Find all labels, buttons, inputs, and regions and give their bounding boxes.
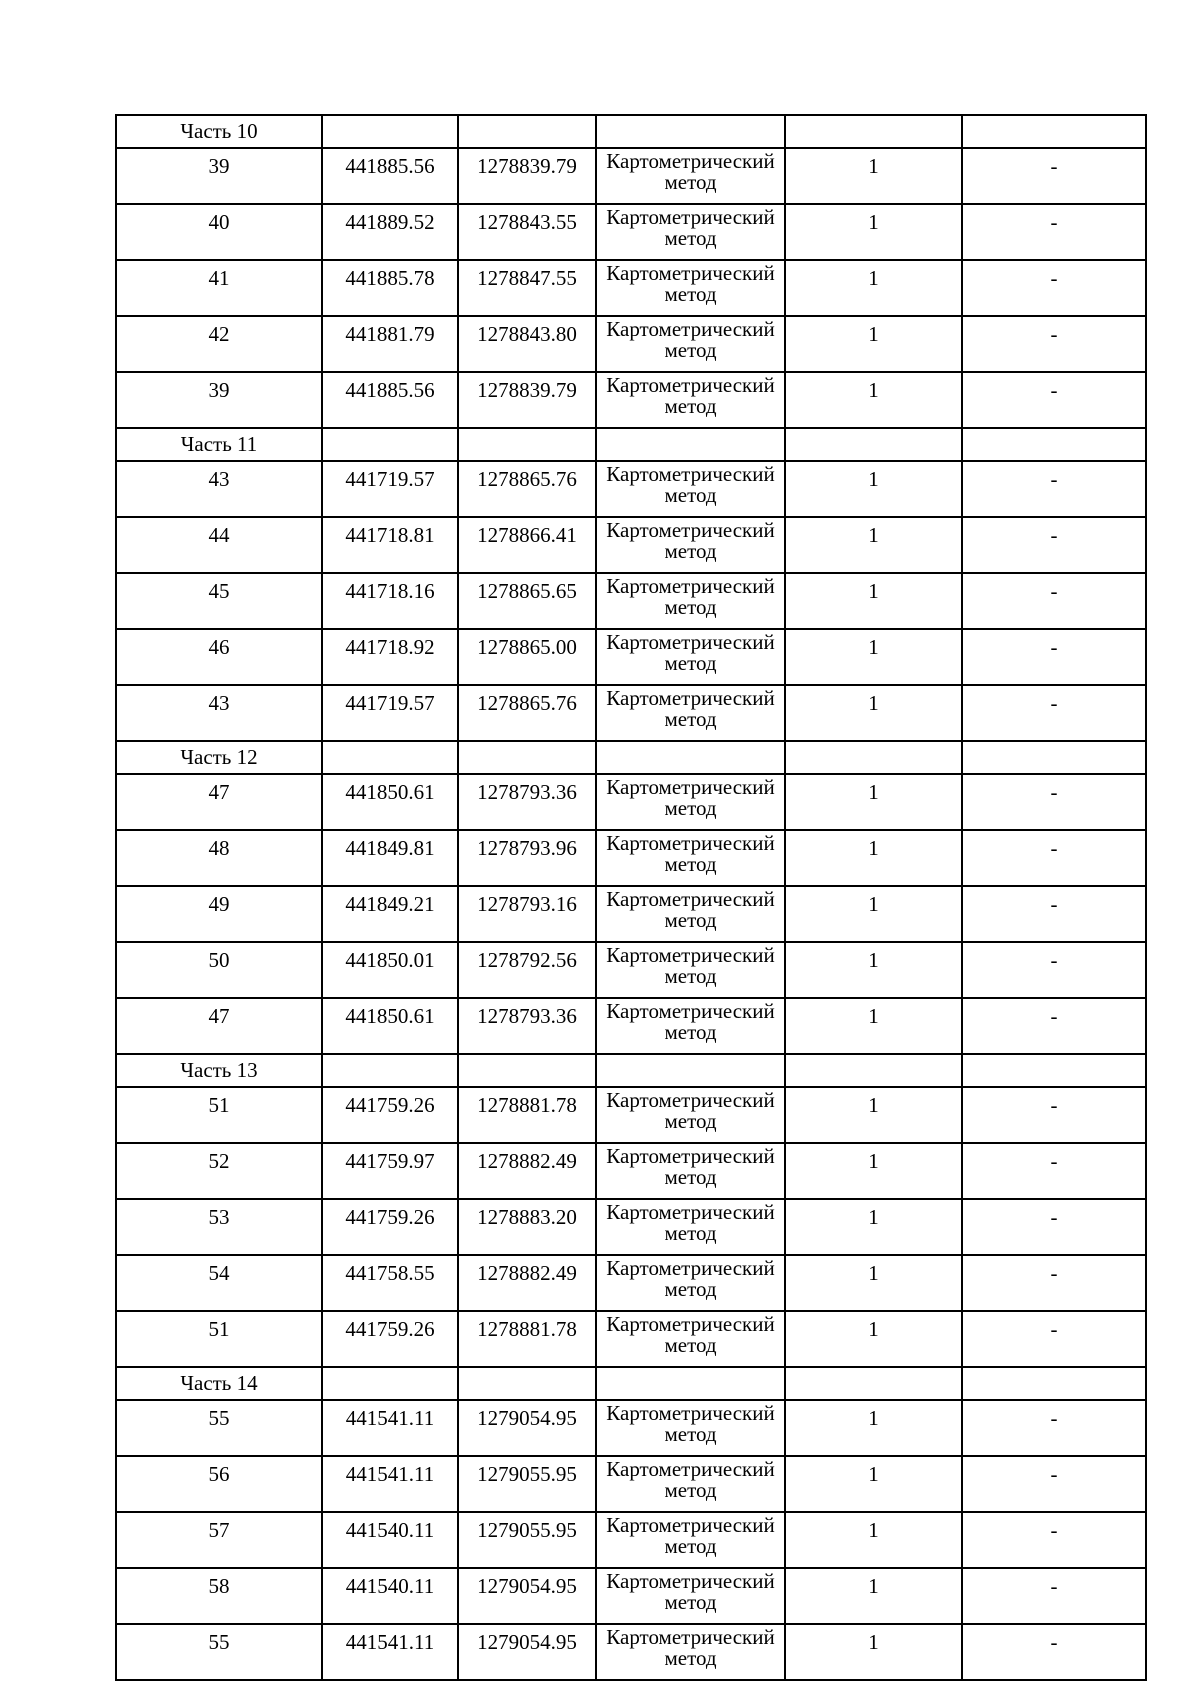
- empty-cell: [962, 428, 1146, 461]
- accuracy-cell: 1: [785, 204, 962, 260]
- method-line-2: метод: [664, 1645, 717, 1670]
- method-line-1: Картометрический: [606, 1144, 775, 1168]
- point-number-cell: 51: [116, 1087, 322, 1143]
- description-cell: -: [962, 1311, 1146, 1367]
- description-cell: -: [962, 517, 1146, 573]
- point-number-cell: 56: [116, 1456, 322, 1512]
- method-line-1: Картометрический: [606, 205, 775, 229]
- table-row: [116, 1199, 1146, 1255]
- method-cell: [596, 998, 785, 1054]
- method-line-1: Картометрический: [606, 943, 775, 967]
- x-coordinate-cell: 441718.16: [322, 573, 458, 629]
- method-line-2: метод: [664, 1421, 717, 1446]
- y-coordinate-cell: 1279055.95: [458, 1456, 596, 1512]
- section-title: Часть 13: [116, 1054, 322, 1087]
- accuracy-cell: 1: [785, 1624, 962, 1680]
- method-cell: [596, 1400, 785, 1456]
- point-number-cell: 43: [116, 461, 322, 517]
- point-number-cell: 57: [116, 1512, 322, 1568]
- table-row: [116, 372, 1146, 428]
- y-coordinate-cell: 1278865.76: [458, 461, 596, 517]
- method-cell: [596, 1456, 785, 1512]
- method-line-1: Картометрический: [606, 1200, 775, 1224]
- description-cell: -: [962, 148, 1146, 204]
- y-coordinate-cell: 1278843.80: [458, 316, 596, 372]
- description-cell: -: [962, 1255, 1146, 1311]
- section-title: Часть 14: [116, 1367, 322, 1400]
- x-coordinate-cell: 441541.11: [322, 1400, 458, 1456]
- x-coordinate-cell: 441540.11: [322, 1512, 458, 1568]
- accuracy-cell: 1: [785, 774, 962, 830]
- x-coordinate-cell: 441889.52: [322, 204, 458, 260]
- point-number-cell: 45: [116, 573, 322, 629]
- description-cell: -: [962, 685, 1146, 741]
- table-row: [116, 573, 1146, 629]
- point-number-cell: 48: [116, 830, 322, 886]
- method-line-2: метод: [664, 1477, 717, 1502]
- point-number-cell: 39: [116, 372, 322, 428]
- y-coordinate-cell: 1278882.49: [458, 1255, 596, 1311]
- method-line-1: Картометрический: [606, 317, 775, 341]
- accuracy-cell: 1: [785, 372, 962, 428]
- method-cell: [596, 685, 785, 741]
- y-coordinate-cell: 1278865.00: [458, 629, 596, 685]
- method-line-2: метод: [664, 1533, 717, 1558]
- table-row: [116, 1624, 1146, 1680]
- empty-cell: [596, 1054, 785, 1087]
- x-coordinate-cell: 441718.81: [322, 517, 458, 573]
- point-number-cell: 44: [116, 517, 322, 573]
- method-cell: [596, 830, 785, 886]
- method-line-1: Картометрический: [606, 1569, 775, 1593]
- point-number-cell: 55: [116, 1400, 322, 1456]
- empty-cell: [322, 1054, 458, 1087]
- y-coordinate-cell: 1279054.95: [458, 1624, 596, 1680]
- x-coordinate-cell: 441759.26: [322, 1311, 458, 1367]
- method-line-1: Картометрический: [606, 1312, 775, 1336]
- x-coordinate-cell: 441758.55: [322, 1255, 458, 1311]
- y-coordinate-cell: 1278882.49: [458, 1143, 596, 1199]
- table-row: [116, 1143, 1146, 1199]
- empty-cell: [458, 1054, 596, 1087]
- point-number-cell: 46: [116, 629, 322, 685]
- method-cell: [596, 1568, 785, 1624]
- accuracy-cell: 1: [785, 1143, 962, 1199]
- method-cell: [596, 573, 785, 629]
- accuracy-cell: 1: [785, 517, 962, 573]
- point-number-cell: 53: [116, 1199, 322, 1255]
- empty-cell: [458, 741, 596, 774]
- empty-cell: [785, 741, 962, 774]
- method-line-2: метод: [664, 337, 717, 362]
- table-row: [116, 1400, 1146, 1456]
- method-line-2: метод: [664, 281, 717, 306]
- description-cell: -: [962, 1143, 1146, 1199]
- method-cell: [596, 316, 785, 372]
- x-coordinate-cell: 441759.26: [322, 1199, 458, 1255]
- table-body: [116, 115, 1146, 1680]
- method-cell: [596, 1311, 785, 1367]
- accuracy-cell: 1: [785, 629, 962, 685]
- method-line-1: Картометрический: [606, 518, 775, 542]
- description-cell: -: [962, 830, 1146, 886]
- table-row: [116, 629, 1146, 685]
- empty-cell: [596, 741, 785, 774]
- x-coordinate-cell: 441718.92: [322, 629, 458, 685]
- y-coordinate-cell: 1278865.76: [458, 685, 596, 741]
- method-line-1: Картометрический: [606, 462, 775, 486]
- point-number-cell: 43: [116, 685, 322, 741]
- point-number-cell: 41: [116, 260, 322, 316]
- description-cell: -: [962, 260, 1146, 316]
- point-number-cell: 55: [116, 1624, 322, 1680]
- empty-cell: [962, 1054, 1146, 1087]
- y-coordinate-cell: 1279055.95: [458, 1512, 596, 1568]
- x-coordinate-cell: 441541.11: [322, 1624, 458, 1680]
- description-cell: -: [962, 204, 1146, 260]
- table-row: [116, 1311, 1146, 1367]
- method-line-2: метод: [664, 1332, 717, 1357]
- method-cell: [596, 1255, 785, 1311]
- accuracy-cell: 1: [785, 1311, 962, 1367]
- empty-cell: [596, 1367, 785, 1400]
- x-coordinate-cell: 441850.61: [322, 774, 458, 830]
- method-line-2: метод: [664, 706, 717, 731]
- empty-cell: [596, 428, 785, 461]
- description-cell: -: [962, 629, 1146, 685]
- section-header-row: [116, 1054, 1146, 1087]
- x-coordinate-cell: 441541.11: [322, 1456, 458, 1512]
- table-row: [116, 1568, 1146, 1624]
- description-cell: -: [962, 886, 1146, 942]
- description-cell: -: [962, 372, 1146, 428]
- method-line-2: метод: [664, 851, 717, 876]
- table-row: [116, 886, 1146, 942]
- y-coordinate-cell: 1278793.36: [458, 774, 596, 830]
- method-line-1: Картометрический: [606, 261, 775, 285]
- description-cell: -: [962, 573, 1146, 629]
- method-line-1: Картометрический: [606, 999, 775, 1023]
- method-cell: [596, 260, 785, 316]
- method-line-1: Картометрический: [606, 1513, 775, 1537]
- description-cell: -: [962, 1400, 1146, 1456]
- method-line-2: метод: [664, 795, 717, 820]
- method-line-1: Картометрический: [606, 1457, 775, 1481]
- method-line-2: метод: [664, 594, 717, 619]
- table-row: [116, 942, 1146, 998]
- empty-cell: [962, 115, 1146, 148]
- point-number-cell: 40: [116, 204, 322, 260]
- method-line-1: Картометрический: [606, 1256, 775, 1280]
- empty-cell: [785, 115, 962, 148]
- method-line-2: метод: [664, 1019, 717, 1044]
- method-line-1: Картометрический: [606, 149, 775, 173]
- method-cell: [596, 629, 785, 685]
- y-coordinate-cell: 1278865.65: [458, 573, 596, 629]
- method-line-1: Картометрический: [606, 887, 775, 911]
- empty-cell: [785, 428, 962, 461]
- method-cell: [596, 774, 785, 830]
- empty-cell: [458, 1367, 596, 1400]
- method-line-2: метод: [664, 650, 717, 675]
- point-number-cell: 42: [116, 316, 322, 372]
- empty-cell: [962, 741, 1146, 774]
- method-line-2: метод: [664, 1276, 717, 1301]
- method-line-1: Картометрический: [606, 831, 775, 855]
- method-line-1: Картометрический: [606, 775, 775, 799]
- x-coordinate-cell: 441540.11: [322, 1568, 458, 1624]
- table-row: [116, 1456, 1146, 1512]
- section-title: Часть 12: [116, 741, 322, 774]
- point-number-cell: 47: [116, 774, 322, 830]
- method-line-1: Картометрический: [606, 574, 775, 598]
- table-row: [116, 1255, 1146, 1311]
- method-line-2: метод: [664, 169, 717, 194]
- y-coordinate-cell: 1278847.55: [458, 260, 596, 316]
- table-row: [116, 998, 1146, 1054]
- accuracy-cell: 1: [785, 316, 962, 372]
- y-coordinate-cell: 1279054.95: [458, 1400, 596, 1456]
- y-coordinate-cell: 1278843.55: [458, 204, 596, 260]
- method-line-2: метод: [664, 1108, 717, 1133]
- y-coordinate-cell: 1278793.36: [458, 998, 596, 1054]
- point-number-cell: 58: [116, 1568, 322, 1624]
- description-cell: -: [962, 1199, 1146, 1255]
- method-line-1: Картометрический: [606, 686, 775, 710]
- description-cell: -: [962, 1624, 1146, 1680]
- x-coordinate-cell: 441850.01: [322, 942, 458, 998]
- empty-cell: [322, 1367, 458, 1400]
- point-number-cell: 54: [116, 1255, 322, 1311]
- empty-cell: [596, 115, 785, 148]
- accuracy-cell: 1: [785, 573, 962, 629]
- table-row: [116, 148, 1146, 204]
- method-line-1: Картометрический: [606, 1088, 775, 1112]
- method-line-2: метод: [664, 963, 717, 988]
- method-line-2: метод: [664, 1164, 717, 1189]
- accuracy-cell: 1: [785, 148, 962, 204]
- table-row: [116, 517, 1146, 573]
- table-row: [116, 1087, 1146, 1143]
- x-coordinate-cell: 441881.79: [322, 316, 458, 372]
- method-cell: [596, 886, 785, 942]
- accuracy-cell: 1: [785, 461, 962, 517]
- section-title: Часть 11: [116, 428, 322, 461]
- accuracy-cell: 1: [785, 830, 962, 886]
- empty-cell: [322, 115, 458, 148]
- description-cell: -: [962, 998, 1146, 1054]
- section-header-row: [116, 1367, 1146, 1400]
- table-row: [116, 830, 1146, 886]
- method-cell: [596, 1512, 785, 1568]
- section-header-row: [116, 741, 1146, 774]
- point-number-cell: 49: [116, 886, 322, 942]
- x-coordinate-cell: 441850.61: [322, 998, 458, 1054]
- x-coordinate-cell: 441885.56: [322, 148, 458, 204]
- table-row: [116, 260, 1146, 316]
- point-number-cell: 50: [116, 942, 322, 998]
- method-cell: [596, 942, 785, 998]
- x-coordinate-cell: 441885.78: [322, 260, 458, 316]
- method-cell: [596, 1624, 785, 1680]
- description-cell: -: [962, 1087, 1146, 1143]
- table-row: [116, 204, 1146, 260]
- y-coordinate-cell: 1278839.79: [458, 372, 596, 428]
- accuracy-cell: 1: [785, 1568, 962, 1624]
- x-coordinate-cell: 441849.21: [322, 886, 458, 942]
- accuracy-cell: 1: [785, 998, 962, 1054]
- x-coordinate-cell: 441719.57: [322, 685, 458, 741]
- x-coordinate-cell: 441719.57: [322, 461, 458, 517]
- point-number-cell: 39: [116, 148, 322, 204]
- x-coordinate-cell: 441885.56: [322, 372, 458, 428]
- section-header-row: [116, 428, 1146, 461]
- y-coordinate-cell: 1279054.95: [458, 1568, 596, 1624]
- section-title: Часть 10: [116, 115, 322, 148]
- accuracy-cell: 1: [785, 1512, 962, 1568]
- description-cell: -: [962, 461, 1146, 517]
- accuracy-cell: 1: [785, 886, 962, 942]
- method-line-2: метод: [664, 1220, 717, 1245]
- accuracy-cell: 1: [785, 685, 962, 741]
- section-header-row: [116, 115, 1146, 148]
- empty-cell: [458, 115, 596, 148]
- method-line-2: метод: [664, 482, 717, 507]
- description-cell: -: [962, 1568, 1146, 1624]
- accuracy-cell: 1: [785, 942, 962, 998]
- method-cell: [596, 517, 785, 573]
- y-coordinate-cell: 1278881.78: [458, 1311, 596, 1367]
- point-number-cell: 51: [116, 1311, 322, 1367]
- y-coordinate-cell: 1278793.96: [458, 830, 596, 886]
- description-cell: -: [962, 316, 1146, 372]
- empty-cell: [458, 428, 596, 461]
- accuracy-cell: 1: [785, 1400, 962, 1456]
- empty-cell: [322, 428, 458, 461]
- method-line-1: Картометрический: [606, 630, 775, 654]
- method-cell: [596, 1087, 785, 1143]
- accuracy-cell: 1: [785, 1199, 962, 1255]
- method-cell: [596, 204, 785, 260]
- y-coordinate-cell: 1278793.16: [458, 886, 596, 942]
- method-cell: [596, 148, 785, 204]
- method-line-2: метод: [664, 1589, 717, 1614]
- method-cell: [596, 1199, 785, 1255]
- empty-cell: [962, 1367, 1146, 1400]
- table-row: [116, 316, 1146, 372]
- description-cell: -: [962, 942, 1146, 998]
- method-cell: [596, 461, 785, 517]
- empty-cell: [322, 741, 458, 774]
- coordinates-table: [115, 114, 1147, 1681]
- method-line-1: Картометрический: [606, 1401, 775, 1425]
- table-row: [116, 685, 1146, 741]
- method-line-1: Картометрический: [606, 1625, 775, 1649]
- table-row: [116, 461, 1146, 517]
- method-cell: [596, 1143, 785, 1199]
- description-cell: -: [962, 774, 1146, 830]
- method-line-2: метод: [664, 907, 717, 932]
- method-line-2: метод: [664, 538, 717, 563]
- description-cell: -: [962, 1456, 1146, 1512]
- point-number-cell: 52: [116, 1143, 322, 1199]
- x-coordinate-cell: 441759.97: [322, 1143, 458, 1199]
- empty-cell: [785, 1054, 962, 1087]
- description-cell: -: [962, 1512, 1146, 1568]
- accuracy-cell: 1: [785, 1087, 962, 1143]
- method-line-1: Картометрический: [606, 373, 775, 397]
- y-coordinate-cell: 1278792.56: [458, 942, 596, 998]
- accuracy-cell: 1: [785, 1456, 962, 1512]
- table-row: [116, 774, 1146, 830]
- point-number-cell: 47: [116, 998, 322, 1054]
- empty-cell: [785, 1367, 962, 1400]
- method-line-2: метод: [664, 393, 717, 418]
- accuracy-cell: 1: [785, 260, 962, 316]
- accuracy-cell: 1: [785, 1255, 962, 1311]
- y-coordinate-cell: 1278883.20: [458, 1199, 596, 1255]
- method-line-2: метод: [664, 225, 717, 250]
- y-coordinate-cell: 1278839.79: [458, 148, 596, 204]
- y-coordinate-cell: 1278866.41: [458, 517, 596, 573]
- table-row: [116, 1512, 1146, 1568]
- x-coordinate-cell: 441759.26: [322, 1087, 458, 1143]
- method-cell: [596, 372, 785, 428]
- x-coordinate-cell: 441849.81: [322, 830, 458, 886]
- y-coordinate-cell: 1278881.78: [458, 1087, 596, 1143]
